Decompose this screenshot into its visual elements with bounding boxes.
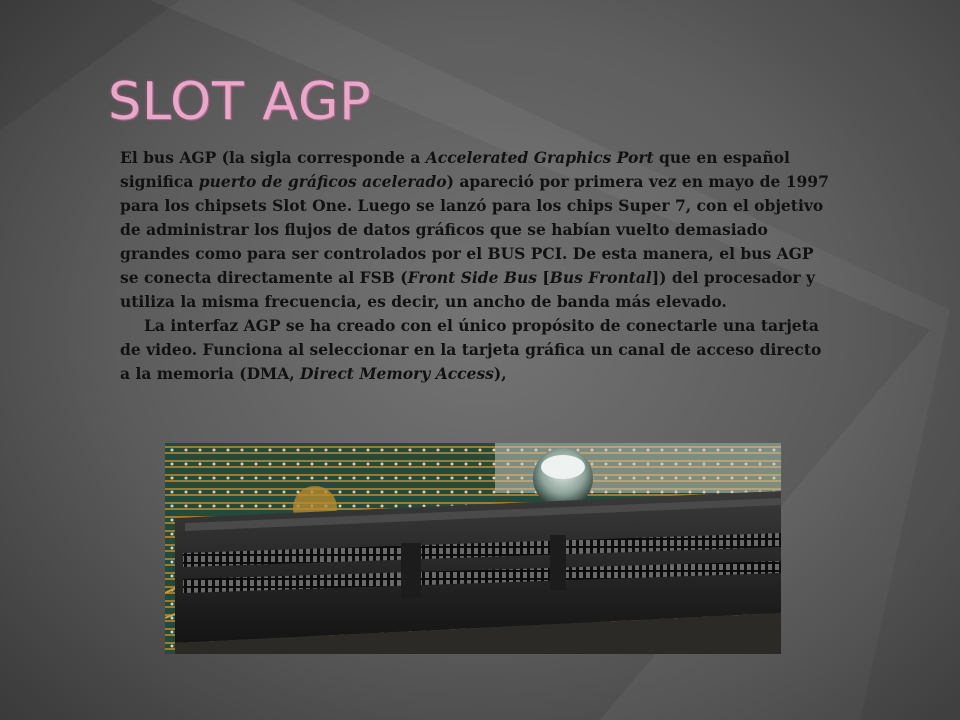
slide-body — [120, 146, 835, 386]
slide-title: SLOT AGP — [108, 72, 372, 132]
paragraph-agp-bus: El bus AGP (la sigla corresponde a Accelerated Graphics Port que en español significa puerto de gráficos acelerado) apareció por primera vez en mayo de 1997 para los chipsets Slot One. Luego se lanzó para los chips Super 7, con el objetivo de administrar los flujos de datos gráficos que se habían vuelto demasiado grandes como para ser controlados por el BUS PCI. De esta manera, el bus AGP se conecta directamente al FSB (Front Side Bus [Bus Frontal]) del procesador y utiliza la misma frecuencia, es decir, un ancho de banda más elevado. — [120, 148, 829, 311]
agp-slot-photo — [165, 443, 781, 654]
paragraph-agp-interface: La interfaz AGP se ha creado con el único propósito de conectarle una tarjeta de video. Funciona al seleccionar en la tarjeta gráfica un canal de acceso directo a la memoria (DMA, Direct Memory Access), — [120, 316, 822, 383]
